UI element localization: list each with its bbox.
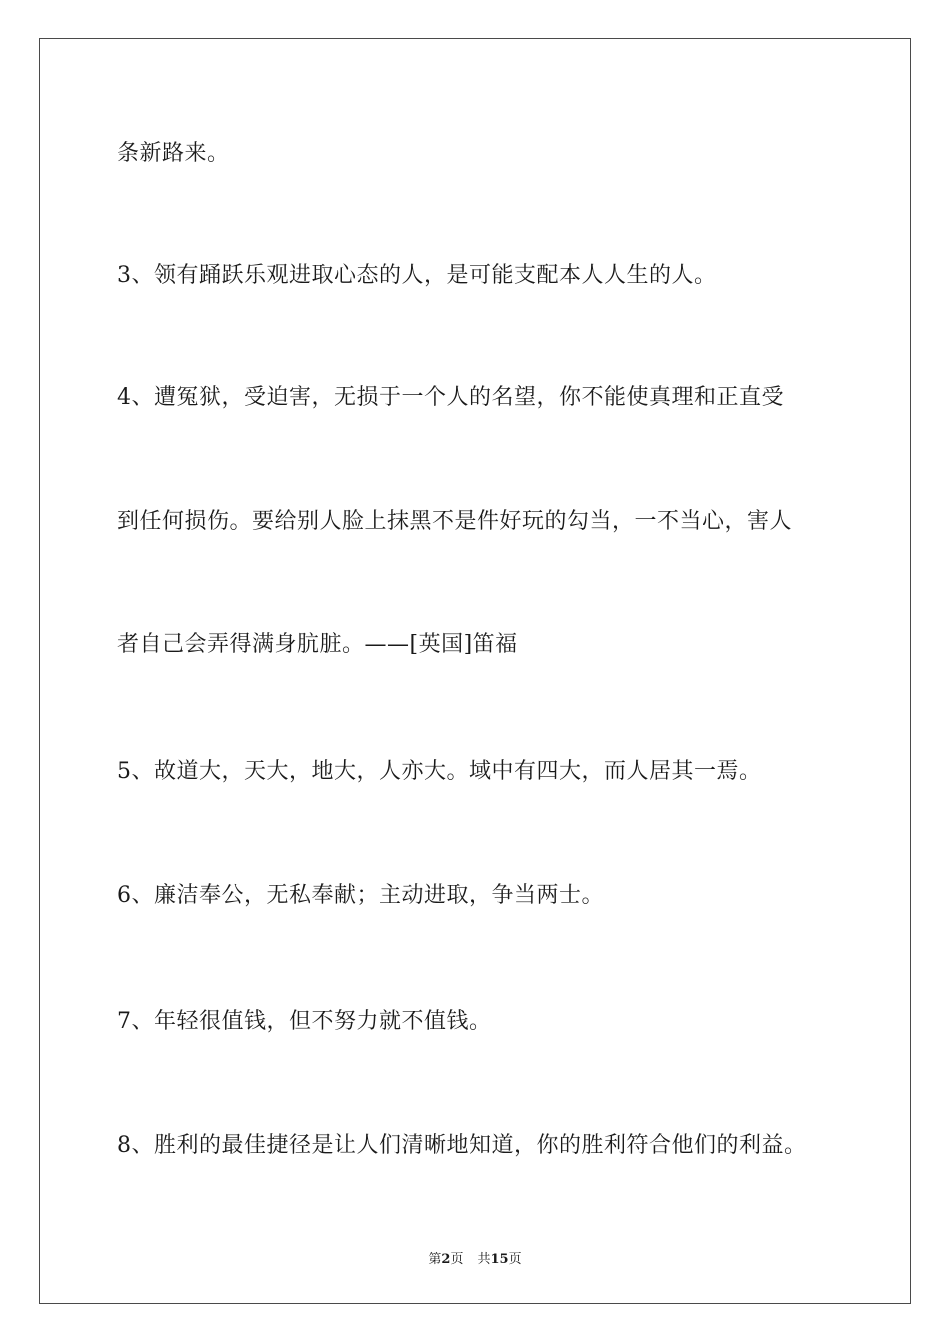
text-line-2: 3、领有踊跃乐观进取心态的人，是可能支配本人人生的人。 [117, 263, 717, 288]
page-footer [0, 1248, 950, 1267]
text-line-7: 6、廉洁奉公，无私奉献；主动进取，争当两士。 [117, 883, 604, 908]
footer-page-prefix: 第 [428, 1252, 442, 1267]
text-line-9: 8、胜利的最佳捷径是让人们清晰地知道，你的胜利符合他们的利益。 [117, 1133, 807, 1158]
text-line-1: 条新路来。 [117, 141, 230, 166]
footer-total-suffix: 页 [508, 1252, 522, 1267]
text-line-5: 者自己会弄得满身肮脏。——[英国]笛福 [117, 632, 518, 657]
footer-page-suffix: 页 [450, 1252, 464, 1267]
text-line-4: 到任何损伤。要给别人脸上抹黑不是件好玩的勾当，一不当心，害人 [117, 509, 793, 534]
text-line-6: 5、故道大，天大，地大，人亦大。域中有四大，而人居其一焉。 [117, 759, 762, 784]
text-line-8: 7、年轻很值钱，但不努力就不值钱。 [117, 1009, 492, 1034]
footer-total-prefix: 共 [477, 1252, 491, 1267]
footer-page-number: 2 [441, 1252, 451, 1267]
page-border [39, 38, 911, 1304]
footer-total-pages: 15 [490, 1252, 509, 1267]
text-line-3: 4、遭冤狱，受迫害，无损于一个人的名望，你不能使真理和正直受 [117, 385, 784, 410]
